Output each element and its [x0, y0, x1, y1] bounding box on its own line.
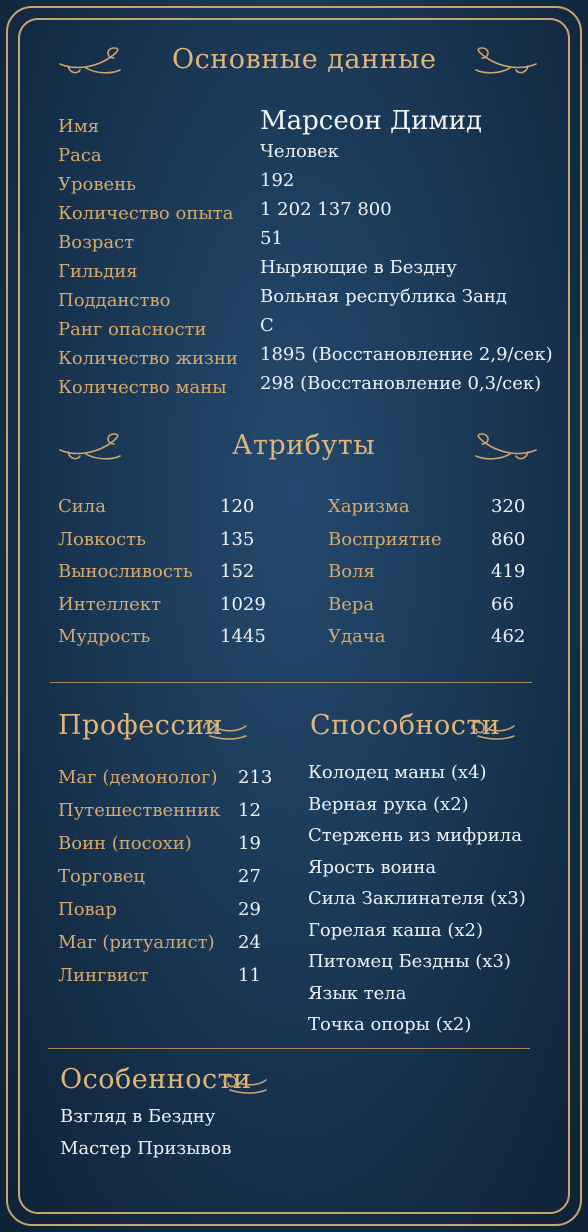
- profession-level: 19: [238, 833, 261, 854]
- attribute-label: Воля: [328, 561, 375, 582]
- basic-row-label: Подданство: [58, 290, 171, 311]
- ability-item: Ярость воина: [308, 856, 437, 878]
- character-name: Марсеон Димид: [260, 106, 482, 136]
- ability-item: Стержень из мифрила: [308, 825, 522, 846]
- attributes-section-title: Атрибуты: [232, 430, 376, 461]
- basic-row-label: Возраст: [58, 232, 135, 253]
- attribute-value: 419: [491, 561, 526, 582]
- ability-item: Горелая каша (x2): [308, 919, 483, 941]
- profession-level: 213: [238, 767, 273, 788]
- profession-level: 24: [238, 932, 261, 953]
- profession-level: 27: [238, 866, 261, 887]
- flourish-ornament-icon: [56, 44, 126, 78]
- profession-level: 12: [238, 800, 261, 821]
- basic-row-value: Ныряющие в Бездну: [260, 257, 457, 278]
- section-divider: [48, 1048, 530, 1049]
- profession-level: 11: [238, 965, 261, 986]
- profession-label: Путешественник: [58, 800, 221, 821]
- basic-row-label: Гильдия: [58, 261, 138, 282]
- attribute-value: 135: [220, 528, 255, 550]
- attribute-label: Выносливость: [58, 561, 193, 582]
- attribute-label: Вера: [328, 593, 375, 615]
- flourish-ornament-icon: [56, 430, 126, 464]
- basic-row-value: 192: [260, 170, 295, 191]
- attribute-label: Харизма: [328, 496, 410, 517]
- flourish-ornament-icon: [470, 430, 540, 464]
- profession-label: Торговец: [58, 866, 145, 887]
- flourish-ornament-icon: [220, 1070, 270, 1096]
- basic-row-label: Количество маны: [58, 377, 227, 398]
- flourish-ornament-icon: [468, 716, 518, 742]
- basic-row-value: Вольная республика Занд: [260, 286, 507, 307]
- attribute-value: 120: [220, 496, 255, 517]
- attribute-value: 320: [491, 496, 526, 517]
- ability-item: Питомец Бездны (x3): [308, 951, 511, 972]
- ability-item: Колодец маны (x4): [308, 762, 487, 783]
- inner-frame: [18, 18, 570, 1214]
- ability-item: Верная рука (x2): [308, 793, 469, 815]
- attribute-value: 1029: [220, 593, 266, 615]
- basic-section-title: Основные данные: [172, 44, 437, 75]
- basic-row-label: Уровень: [58, 174, 136, 195]
- attribute-label: Мудрость: [58, 626, 151, 647]
- profession-level: 29: [238, 899, 261, 920]
- attribute-label: Ловкость: [58, 528, 146, 550]
- attribute-value: 462: [491, 626, 526, 647]
- features-section-title: Особенности: [60, 1064, 252, 1095]
- profession-label: Маг (ритуалист): [58, 932, 215, 953]
- profession-label: Маг (демонолог): [58, 767, 218, 788]
- profession-label: Повар: [58, 899, 117, 920]
- basic-row-value: С: [260, 315, 274, 336]
- abilities-section-title: Способности: [310, 710, 501, 741]
- attribute-label: Удача: [328, 626, 386, 647]
- basic-row-value: 298 (Восстановление 0,3/сек): [260, 373, 542, 394]
- flourish-ornament-icon: [470, 44, 540, 78]
- basic-row-label: Имя: [58, 116, 100, 137]
- ability-item: Точка опоры (x2): [308, 1014, 472, 1035]
- attribute-value: 152: [220, 561, 255, 582]
- attribute-label: Восприятие: [328, 528, 442, 550]
- profession-label: Воин (посохи): [58, 833, 192, 854]
- attribute-label: Интеллект: [58, 593, 162, 615]
- basic-row-value: Человек: [260, 141, 339, 162]
- basic-row-label: Количество опыта: [58, 203, 234, 224]
- section-divider: [50, 682, 532, 683]
- basic-row-label: Количество жизни: [58, 348, 238, 369]
- feature-item: Мастер Призывов: [60, 1138, 232, 1159]
- attribute-value: 860: [491, 528, 526, 550]
- professions-section-title: Профессии: [58, 710, 223, 741]
- ability-item: Сила Заклинателя (x3): [308, 888, 526, 909]
- basic-row-value: 1 202 137 800: [260, 199, 392, 220]
- feature-item: Взгляд в Бездну: [60, 1106, 216, 1127]
- ability-item: Язык тела: [308, 982, 407, 1004]
- flourish-ornament-icon: [200, 716, 250, 742]
- basic-row-label: Ранг опасности: [58, 319, 207, 340]
- attribute-value: 66: [491, 593, 514, 615]
- basic-row-label: Раса: [58, 145, 102, 166]
- profession-label: Лингвист: [58, 965, 149, 986]
- basic-row-value: 51: [260, 228, 283, 249]
- attribute-label: Сила: [58, 496, 106, 517]
- attribute-value: 1445: [220, 626, 266, 647]
- basic-row-value: 1895 (Восстановление 2,9/сек): [260, 344, 553, 365]
